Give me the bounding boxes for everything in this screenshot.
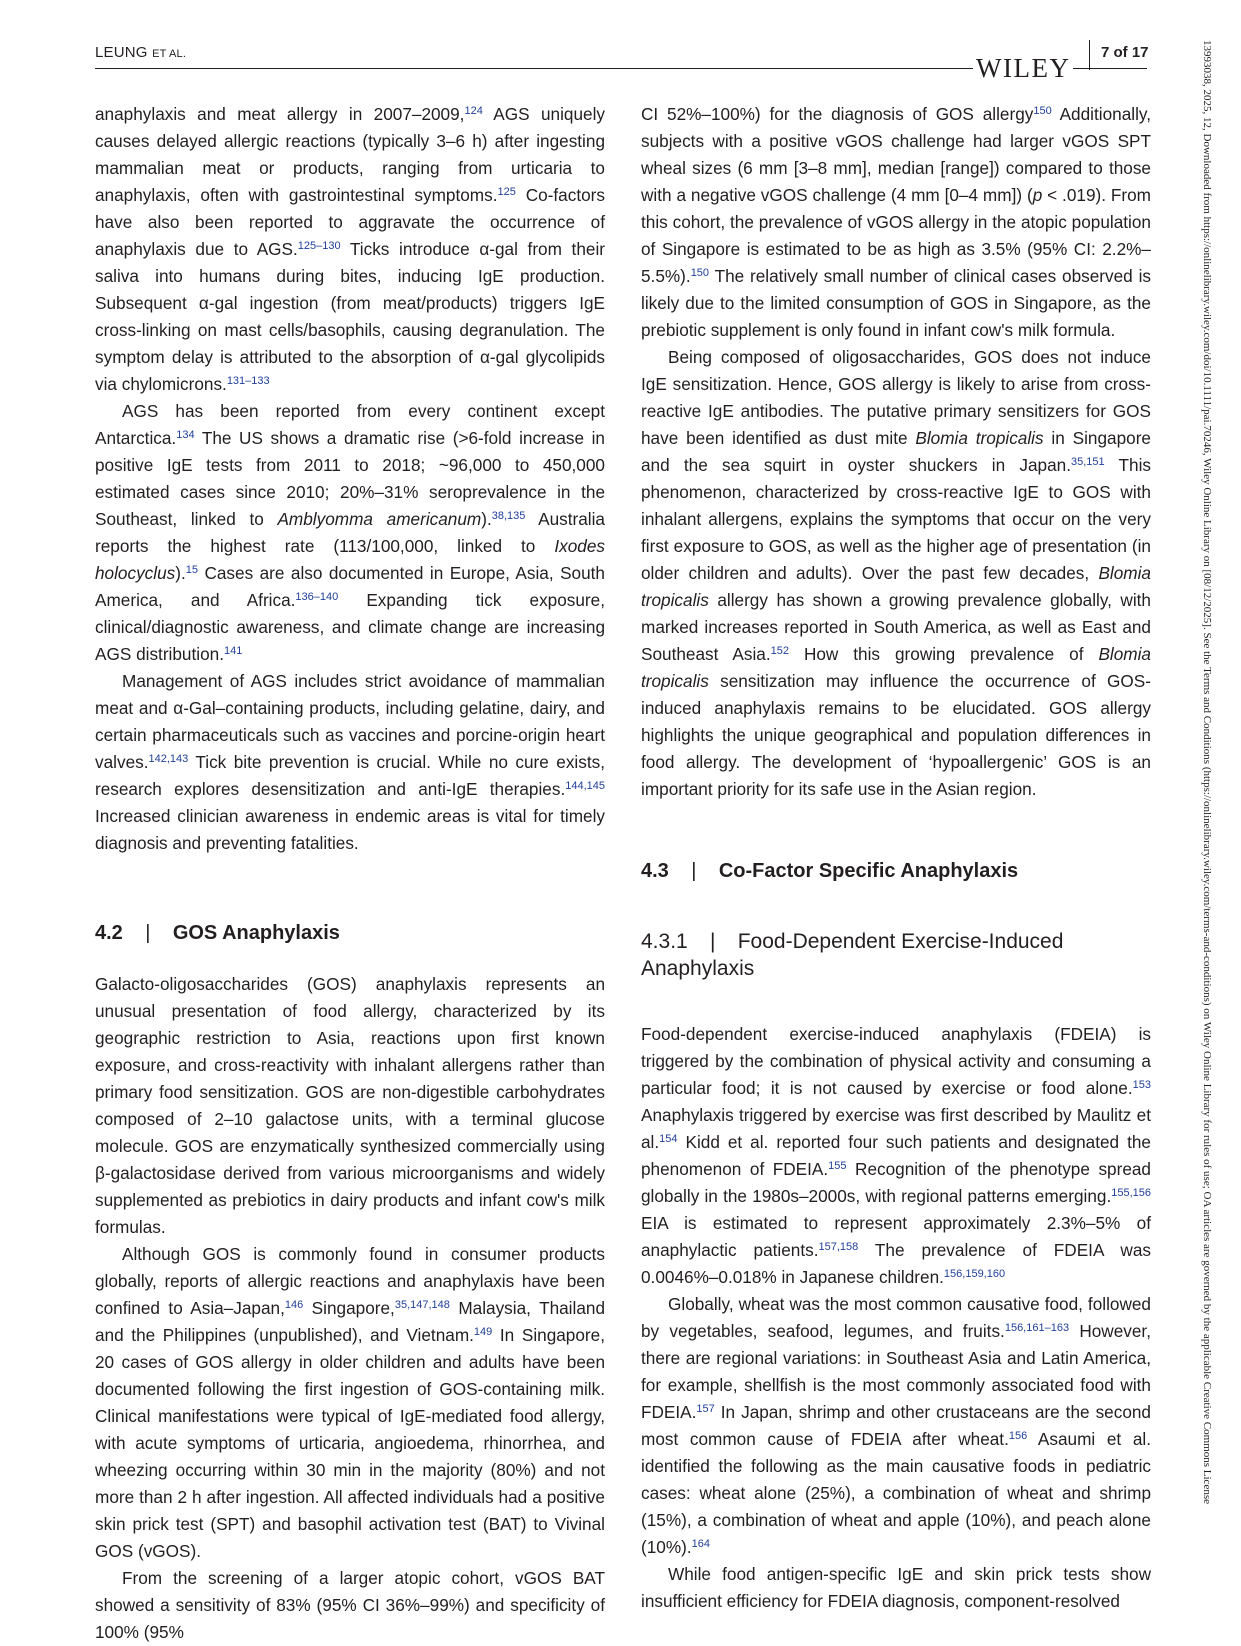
text-run: Asaumi et al. identified the following as the main causative foods in pediatric cases: wheat alone (25%), a combination of wheat and shrimp (15%), a combination of wheat and apple (10%), and peach alone (10%). bbox=[641, 1429, 1151, 1557]
citation-link[interactable]: 153 bbox=[1132, 1079, 1151, 1091]
citation-link[interactable]: 156 bbox=[1008, 1430, 1028, 1442]
paragraph bbox=[641, 344, 1151, 803]
text-run: Expanding tick exposure, clinical/diagnostic awareness, and climate change are increasing AGS distribution. bbox=[95, 590, 605, 664]
italic-term: Amblyomma americanum bbox=[277, 509, 482, 529]
text-run: allergy has shown a growing prevalence globally, with marked increases reported in South America, as well as East and Southeast Asia. bbox=[641, 590, 1151, 664]
text-run: In Singapore, 20 cases of GOS allergy in older children and adults have been documented following the first ingestion of GOS-containing milk. Clinical manifestations were typical of IgE-mediated food allergy, with acute symptoms of urticaria, angioedema, rhinorrhea, and wheezing occurring within 30 min in the majority (80%) and not more than 2 h after ingestion. All affected individuals had a positive skin prick test (SPT) and basophil activation test (BAT) to Vivinal GOS (vGOS). bbox=[95, 1325, 605, 1561]
text-run: Additionally, subjects with a positive vGOS challenge had larger vGOS SPT wheal sizes (6 mm [3–8 mm], median [range]) compared to those with a negative vGOS challenge (4 mm [0–4 mm]) ( bbox=[641, 104, 1151, 205]
citation-link[interactable]: 154 bbox=[659, 1133, 678, 1145]
text-run: In Japan, shrimp and other crustaceans are the second most common cause of FDEIA after wheat. bbox=[641, 1402, 1151, 1449]
section-title: Co-Factor Specific Anaphylaxis bbox=[718, 860, 1019, 882]
paragraph bbox=[95, 1241, 605, 1565]
text-run: Globally, wheat was the most common causative food, followed by vegetables, seafood, legumes, and fruits. bbox=[641, 1294, 1151, 1341]
page-header bbox=[0, 0, 1241, 90]
text-run: anaphylaxis and meat allergy in 2007–2009, bbox=[95, 104, 465, 124]
citation-link[interactable]: 124 bbox=[464, 105, 483, 117]
paragraph bbox=[95, 1565, 605, 1646]
citation-link[interactable]: 152 bbox=[770, 645, 789, 657]
citation-link[interactable]: 125 bbox=[497, 186, 516, 198]
citation-link[interactable]: 155 bbox=[828, 1160, 847, 1172]
citation-link[interactable]: 155,156 bbox=[1111, 1187, 1151, 1199]
download-side-note: 13993038, 2025, 12, Downloaded from https://onlinelibrary.wiley.com/doi/10.1111/pai.70246, Wiley Online Library on [08/12/2025]. See the Terms and Conditions (https://onlinelibrary.wiley.com/terms-and-conditions) on Wiley Online Library for rules of use; OA articles are governed by the applicable Creative Commons License bbox=[1201, 40, 1213, 1504]
italic-term: Blomia tropicalis bbox=[641, 563, 1151, 610]
text-run: Increased clinician awareness in endemic areas is vital for timely diagnosis and preventing fatalities. bbox=[95, 806, 605, 853]
paragraph bbox=[95, 971, 605, 1241]
citation-link[interactable]: 150 bbox=[690, 267, 710, 279]
citation-link[interactable]: 157,158 bbox=[818, 1241, 859, 1253]
italic-term: p bbox=[1032, 185, 1043, 205]
section-separator: | bbox=[691, 860, 697, 882]
subsection-heading-4-3-1 bbox=[641, 928, 1151, 982]
subsection-title: Food-Dependent Exercise-Induced Anaphylaxis bbox=[641, 930, 1064, 980]
right-column bbox=[641, 101, 1151, 1615]
citation-link[interactable]: 136–140 bbox=[295, 591, 339, 603]
paragraph bbox=[95, 101, 605, 398]
left-column bbox=[95, 101, 605, 1646]
running-head bbox=[95, 44, 186, 61]
section-heading-4-3 bbox=[641, 858, 1151, 885]
text-run: The relatively small number of clinical cases observed is likely due to the limited consumption of GOS in Singapore, as the prebiotic supplement is only found in infant cow's milk formula. bbox=[641, 266, 1151, 340]
paragraph bbox=[641, 101, 1151, 344]
citation-link[interactable]: 141 bbox=[223, 645, 243, 657]
text-run: EIA is estimated to represent approximately 2.3%–5% of anaphylactic patients. bbox=[641, 1213, 1151, 1260]
text-run: Food-dependent exercise-induced anaphylaxis (FDEIA) is triggered by the combination of physical activity and consuming a particular food; it is not caused by exercise or food alone. bbox=[641, 1024, 1151, 1098]
text-run: Although GOS is commonly found in consumer products globally, reports of allergic reactions and anaphylaxis have been confined to Asia–Japan, bbox=[95, 1244, 605, 1318]
text-run: Co-factors have also been reported to aggravate the occurrence of anaphylaxis due to AGS. bbox=[95, 185, 605, 259]
subsection-separator: | bbox=[709, 930, 716, 953]
section-number: 4.3 bbox=[641, 860, 669, 882]
text-run: Malaysia, Thailand and the Philippines (unpublished), and Vietnam. bbox=[95, 1298, 605, 1345]
text-run: Ticks introduce α-gal from their saliva into humans during bites, inducing IgE production. Subsequent α-gal ingestion (from meat/products) triggers IgE cross-linking on mast cells/basophils, causing degranulation. The symptom delay is attributed to the absorption of α-gal glycolipids via chylomicrons. bbox=[95, 239, 605, 394]
text-run: Anaphylaxis triggered by exercise was first described by Maulitz et al. bbox=[641, 1105, 1151, 1152]
citation-link[interactable]: 131–133 bbox=[226, 375, 270, 387]
section-separator: | bbox=[145, 922, 151, 944]
text-run: Management of AGS includes strict avoidance of mammalian meat and α-Gal–containing products, including gelatine, dairy, and certain pharmaceuticals such as vaccines and porcine-origin heart valves. bbox=[95, 671, 605, 772]
running-head-etal: ET AL. bbox=[152, 48, 187, 60]
paragraph bbox=[641, 1561, 1151, 1615]
text-run: The US shows a dramatic rise (>6-fold increase in positive IgE tests from 2011 to 2018; ~96,000 to 450,000 estimated cases since 2010; 20%–31% seroprevalence in the Southeast, linked to bbox=[95, 428, 605, 529]
citation-link[interactable]: 150 bbox=[1033, 105, 1052, 117]
text-run: Tick bite prevention is crucial. While no cure exists, research explores desensitization and anti-IgE therapies. bbox=[95, 752, 605, 799]
citation-link[interactable]: 125–130 bbox=[297, 240, 341, 252]
citation-link[interactable]: 144,145 bbox=[565, 780, 605, 792]
subsection-number: 4.3.1 bbox=[641, 930, 688, 953]
citation-link[interactable]: 35,147,148 bbox=[394, 1299, 450, 1311]
text-run: The prevalence of FDEIA was 0.0046%–0.018% in Japanese children. bbox=[641, 1240, 1151, 1287]
italic-term: Blomia tropicalis bbox=[641, 644, 1151, 691]
page-number-divider bbox=[1089, 40, 1090, 70]
text-run: Cases are also documented in Europe, Asia, South America, and Africa. bbox=[95, 563, 605, 610]
citation-link[interactable]: 35,151 bbox=[1070, 456, 1105, 468]
citation-link[interactable]: 156,159,160 bbox=[943, 1268, 1006, 1280]
text-run: How this growing prevalence of bbox=[788, 644, 1099, 664]
text-run: Galacto-oligosaccharides (GOS) anaphylaxis represents an unusual presentation of food allergy, characterized by its geographic restriction to Asia, reactions upon first known exposure, and cross-reactivity with inhalant allergens rather than primary food sensitization. GOS are non-digestible carbohydrates composed of 2–10 galactose units, with a terminal glucose molecule. GOS are enzymatically synthesized commercially using β-galactosidase derived from various microorganisms and widely supplemented as prebiotics in dairy products and infant cow's milk formulas. bbox=[95, 974, 605, 1237]
text-run: Australia reports the highest rate (113/100,000, linked to bbox=[95, 509, 605, 556]
section-heading-4-2 bbox=[95, 920, 605, 947]
text-run: < .019). From this cohort, the prevalence of vGOS allergy in the atopic population of Singapore is estimated to be as high as 3.5% (95% CI: 2.2%–5.5%). bbox=[641, 185, 1151, 286]
text-run: Being composed of oligosaccharides, GOS does not induce IgE sensitization. Hence, GOS allergy is likely to arise from cross-reactive IgE antibodies. The putative primary sensitizers for GOS have been identified as dust mite bbox=[641, 347, 1151, 448]
text-run: CI 52%–100%) for the diagnosis of GOS allergy bbox=[641, 104, 1034, 124]
text-run: Singapore, bbox=[303, 1298, 395, 1318]
text-run: ). bbox=[175, 563, 186, 583]
publisher-logo: WILEY bbox=[973, 53, 1073, 83]
citation-link[interactable]: 164 bbox=[691, 1538, 710, 1550]
paragraph bbox=[95, 398, 605, 668]
text-run: From the screening of a larger atopic cohort, vGOS BAT showed a sensitivity of 83% (95% CI 36%–99%) and specificity of 100% (95% bbox=[95, 1568, 605, 1642]
text-run: sensitization may influence the occurrence of GOS-induced anaphylaxis remains to be elucidated. GOS allergy highlights the unique geographical and population differences in food allergy. The development of ‘hypoallergenic’ GOS is an important priority for its safe use in the Asian region. bbox=[641, 671, 1151, 799]
page-number: 7 of 17 bbox=[1101, 44, 1149, 61]
running-head-author: LEUNG bbox=[95, 44, 148, 61]
text-run: Recognition of the phenotype spread globally in the 1980s–2000s, with regional patterns emerging. bbox=[641, 1159, 1151, 1206]
text-run: Kidd et al. reported four such patients and designated the phenomenon of FDEIA. bbox=[641, 1132, 1151, 1179]
citation-link[interactable]: 146 bbox=[284, 1299, 304, 1311]
text-run: However, there are regional variations: in Southeast Asia and Latin America, for example, shellfish is the most commonly associated food with FDEIA. bbox=[641, 1321, 1151, 1422]
citation-link[interactable]: 156,161–163 bbox=[1004, 1322, 1070, 1334]
italic-term: Blomia tropicalis bbox=[915, 428, 1044, 448]
text-run: This phenomenon, characterized by cross-reactive IgE to GOS with inhalant allergens, explains the symptoms that occur on the very first exposure to GOS, as well as the higher age of presentation (in older children and adults). Over the past few decades, bbox=[641, 455, 1151, 583]
text-run: in Singapore and the sea squirt in oyster shuckers in Japan. bbox=[641, 428, 1151, 475]
section-title: GOS Anaphylaxis bbox=[172, 922, 340, 944]
paragraph bbox=[641, 1021, 1151, 1291]
text-run: ). bbox=[481, 509, 492, 529]
citation-link[interactable]: 134 bbox=[176, 429, 195, 441]
citation-link[interactable]: 149 bbox=[473, 1326, 493, 1338]
citation-link[interactable]: 15 bbox=[185, 564, 198, 576]
section-number: 4.2 bbox=[95, 922, 123, 944]
text-run: While food antigen-specific IgE and skin prick tests show insufficient efficiency for FDEIA diagnosis, component-resolved bbox=[641, 1564, 1151, 1611]
paragraph bbox=[95, 668, 605, 857]
citation-link[interactable]: 142,143 bbox=[148, 753, 189, 765]
paragraph bbox=[641, 1291, 1151, 1561]
citation-link[interactable]: 157 bbox=[696, 1403, 715, 1415]
italic-term: Ixodes holocyclus bbox=[95, 536, 605, 583]
citation-link[interactable]: 38,135 bbox=[491, 510, 526, 522]
text-run: AGS has been reported from every continent except Antarctica. bbox=[95, 401, 605, 448]
text-run: AGS uniquely causes delayed allergic reactions (typically 3–6 h) after ingesting mammalian meat or products, ranging from urticaria to anaphylaxis, often with gastrointestinal symptoms. bbox=[95, 104, 605, 205]
